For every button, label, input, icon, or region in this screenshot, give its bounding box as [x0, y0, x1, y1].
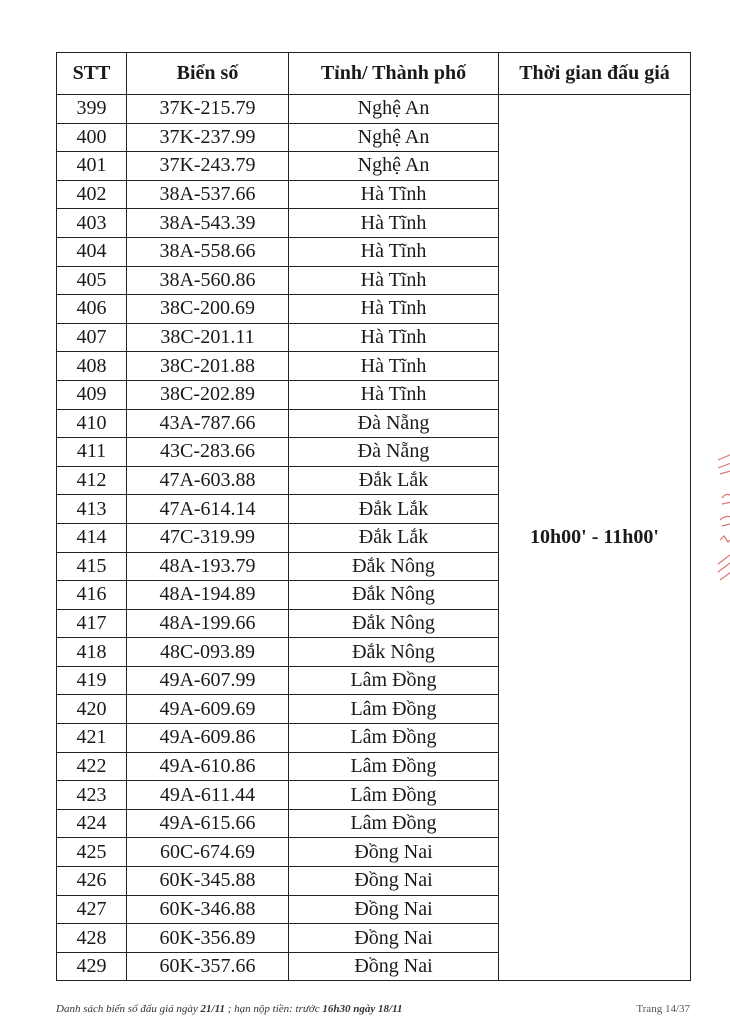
row-plate-number: 38C-201.11	[127, 323, 289, 352]
row-province: Lâm Đồng	[289, 781, 499, 810]
table-header-row	[57, 53, 691, 95]
row-province: Đà Nẵng	[289, 438, 499, 467]
footer-prefix: Danh sách biển số đấu giá ngày	[56, 1003, 201, 1015]
row-stt: 408	[57, 352, 127, 381]
row-province: Lâm Đồng	[289, 666, 499, 695]
row-province: Đắk Nông	[289, 552, 499, 581]
row-stt: 403	[57, 209, 127, 238]
row-plate-number: 48A-193.79	[127, 552, 289, 581]
header-stt: STT	[57, 53, 127, 95]
row-plate-number: 43C-283.66	[127, 438, 289, 467]
row-plate-number: 38A-558.66	[127, 237, 289, 266]
row-plate-number: 48C-093.89	[127, 638, 289, 667]
row-province: Hà Tĩnh	[289, 380, 499, 409]
page-footer	[56, 1003, 690, 1015]
row-stt: 418	[57, 638, 127, 667]
row-stt: 424	[57, 809, 127, 838]
row-plate-number: 43A-787.66	[127, 409, 289, 438]
row-province: Đắk Lắk	[289, 495, 499, 524]
page-number: Trang 14/37	[636, 1003, 690, 1015]
row-plate-number: 60C-674.69	[127, 838, 289, 867]
row-stt: 405	[57, 266, 127, 295]
row-stt: 410	[57, 409, 127, 438]
row-stt: 423	[57, 781, 127, 810]
row-plate-number: 49A-615.66	[127, 809, 289, 838]
row-province: Nghệ An	[289, 152, 499, 181]
row-province: Lâm Đồng	[289, 724, 499, 753]
row-plate-number: 60K-357.66	[127, 952, 289, 981]
table-body	[57, 95, 691, 981]
table-row	[57, 95, 691, 124]
row-plate-number: 47A-603.88	[127, 466, 289, 495]
row-plate-number: 47C-319.99	[127, 523, 289, 552]
red-stamp-fragment	[712, 452, 730, 602]
row-province: Đà Nẵng	[289, 409, 499, 438]
row-plate-number: 60K-346.88	[127, 895, 289, 924]
row-plate-number: 38A-537.66	[127, 180, 289, 209]
row-plate-number: 38A-560.86	[127, 266, 289, 295]
row-stt: 400	[57, 123, 127, 152]
row-stt: 429	[57, 952, 127, 981]
row-stt: 425	[57, 838, 127, 867]
row-plate-number: 49A-610.86	[127, 752, 289, 781]
row-stt: 413	[57, 495, 127, 524]
row-stt: 426	[57, 867, 127, 896]
row-plate-number: 38A-543.39	[127, 209, 289, 238]
row-province: Đồng Nai	[289, 924, 499, 953]
row-province: Đắk Lắk	[289, 523, 499, 552]
row-province: Hà Tĩnh	[289, 323, 499, 352]
stamp-graphic	[712, 452, 730, 602]
row-province: Lâm Đồng	[289, 752, 499, 781]
footer-deadline: 16h30 ngày 18/11	[322, 1003, 403, 1015]
row-plate-number: 49A-607.99	[127, 666, 289, 695]
row-plate-number: 38C-200.69	[127, 295, 289, 324]
footer-middle: ; hạn nộp tiền: trước	[224, 1003, 323, 1015]
row-province: Nghệ An	[289, 123, 499, 152]
row-stt: 416	[57, 581, 127, 610]
row-plate-number: 49A-611.44	[127, 781, 289, 810]
row-province: Hà Tĩnh	[289, 266, 499, 295]
row-plate-number: 49A-609.69	[127, 695, 289, 724]
header-province: Tỉnh/ Thành phố	[289, 53, 499, 95]
row-stt: 428	[57, 924, 127, 953]
row-province: Đắk Lắk	[289, 466, 499, 495]
row-stt: 404	[57, 237, 127, 266]
row-stt: 427	[57, 895, 127, 924]
row-stt: 420	[57, 695, 127, 724]
row-stt: 422	[57, 752, 127, 781]
row-stt: 412	[57, 466, 127, 495]
row-plate-number: 47A-614.14	[127, 495, 289, 524]
header-plate: Biển số	[127, 53, 289, 95]
row-province: Hà Tĩnh	[289, 352, 499, 381]
row-province: Hà Tĩnh	[289, 209, 499, 238]
row-plate-number: 37K-215.79	[127, 95, 289, 124]
row-province: Đắk Nông	[289, 609, 499, 638]
row-stt: 401	[57, 152, 127, 181]
row-plate-number: 48A-194.89	[127, 581, 289, 610]
row-province: Hà Tĩnh	[289, 237, 499, 266]
row-stt: 409	[57, 380, 127, 409]
plate-auction-table	[56, 52, 691, 981]
row-province: Hà Tĩnh	[289, 180, 499, 209]
auction-time-cell: 10h00' - 11h00'	[499, 95, 691, 981]
row-plate-number: 49A-609.86	[127, 724, 289, 753]
row-province: Hà Tĩnh	[289, 295, 499, 324]
row-plate-number: 60K-356.89	[127, 924, 289, 953]
row-province: Lâm Đồng	[289, 809, 499, 838]
row-province: Đắk Nông	[289, 581, 499, 610]
row-province: Đồng Nai	[289, 895, 499, 924]
row-plate-number: 38C-202.89	[127, 380, 289, 409]
row-stt: 411	[57, 438, 127, 467]
row-province: Đắk Nông	[289, 638, 499, 667]
row-plate-number: 37K-237.99	[127, 123, 289, 152]
row-plate-number: 60K-345.88	[127, 867, 289, 896]
row-stt: 417	[57, 609, 127, 638]
row-stt: 415	[57, 552, 127, 581]
row-province: Nghệ An	[289, 95, 499, 124]
row-plate-number: 37K-243.79	[127, 152, 289, 181]
row-province: Đồng Nai	[289, 952, 499, 981]
footer-auction-date: 21/11	[200, 1003, 225, 1015]
header-auction-time: Thời gian đấu giá	[499, 53, 691, 95]
row-province: Đồng Nai	[289, 838, 499, 867]
row-stt: 406	[57, 295, 127, 324]
row-stt: 419	[57, 666, 127, 695]
row-stt: 402	[57, 180, 127, 209]
row-province: Đồng Nai	[289, 867, 499, 896]
row-province: Lâm Đồng	[289, 695, 499, 724]
row-stt: 407	[57, 323, 127, 352]
row-stt: 414	[57, 523, 127, 552]
row-plate-number: 48A-199.66	[127, 609, 289, 638]
row-plate-number: 38C-201.88	[127, 352, 289, 381]
row-stt: 421	[57, 724, 127, 753]
row-stt: 399	[57, 95, 127, 124]
